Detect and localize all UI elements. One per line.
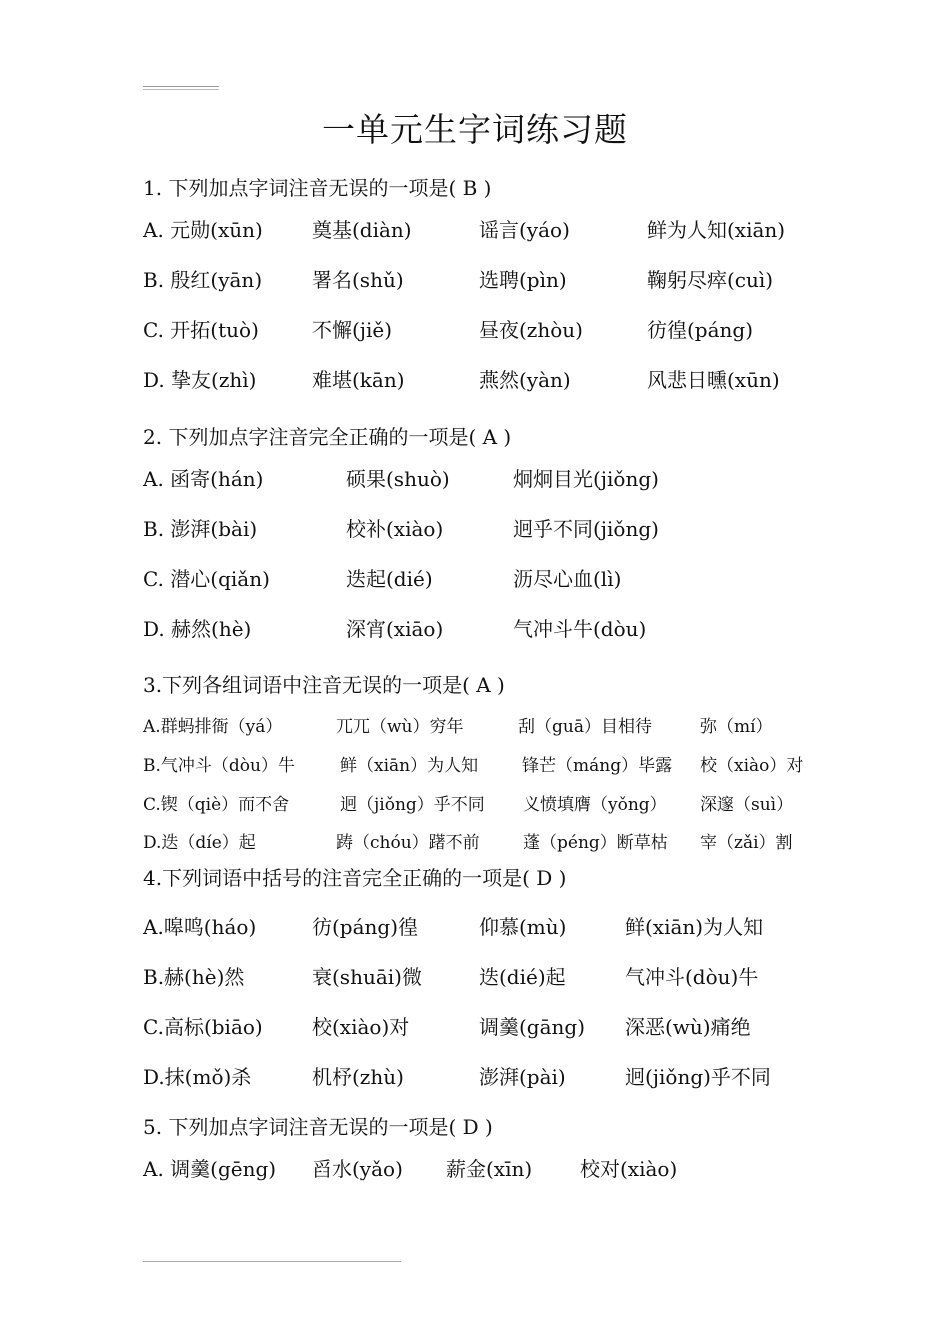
page-title: 一单元生字词练习题 [322,110,628,149]
question-3-stem: 3.下列各组词语中注音无误的一项是( A ) [143,673,505,697]
option-cell: 迥乎不同(jiǒng) [513,517,659,541]
question-5-stem: 5. 下列加点字词注音无误的一项是( D ) [143,1115,493,1139]
option-cell: 迥（jiǒng）乎不同 [340,795,485,815]
option-cell: C. 潜心(qiǎn) [143,567,270,591]
option-cell: 鲜（xiān）为人知 [340,756,479,776]
option-cell: B.气冲斗（dòu）牛 [143,756,295,776]
option-cell: 燕然(yàn) [479,368,571,392]
option-cell: 鞠躬尽瘁(cuì) [647,268,774,292]
option-cell: 硕果(shuò) [346,467,450,491]
option-cell: 深邃（suì） [700,795,794,815]
option-cell: 蓬（péng）断草枯 [523,833,668,853]
option-cell: 舀水(yǎo) [312,1157,403,1181]
option-cell: D.抹(mǒ)杀 [143,1065,252,1089]
option-cell: 谣言(yáo) [479,218,570,242]
option-cell: 校补(xiào) [346,517,444,541]
option-cell: 义愤填膺（yǒng） [523,795,667,815]
option-cell: 深恶(wù)痛绝 [625,1015,751,1039]
option-cell: 校对(xiào) [580,1157,678,1181]
option-cell: C.锲（qiè）而不舍 [143,795,290,815]
option-cell: 迥(jiǒng)乎不同 [625,1065,771,1089]
option-cell: B. 殷红(yān) [143,268,263,292]
option-cell: A. 元勋(xūn) [143,218,263,242]
option-cell: 迭(dié)起 [479,965,566,989]
option-cell: 弥（mí） [700,717,773,737]
option-cell: 澎湃(pài) [479,1065,566,1089]
option-cell: A.群蚂排衙（yá） [143,717,283,737]
option-cell: A. 函寄(hán) [143,467,264,491]
header-rule-2 [143,89,219,90]
question-1-stem: 1. 下列加点字词注音无误的一项是( B ) [143,176,492,200]
option-cell: 气冲斗牛(dòu) [513,617,647,641]
option-cell: 机杼(zhù) [312,1065,404,1089]
option-cell: 迭起(dié) [346,567,433,591]
option-cell: D. 挚友(zhì) [143,368,257,392]
option-cell: 署名(shǔ) [312,268,404,292]
option-cell: 衰(shuāi)微 [312,965,422,989]
option-cell: 踌（chóu）躇不前 [336,833,480,853]
question-2-stem: 2. 下列加点字注音完全正确的一项是( A ) [143,425,512,449]
option-cell: A.嗥鸣(háo) [143,915,257,939]
option-cell: 兀兀（wù）穷年 [336,717,464,737]
option-cell: 鲜为人知(xiān) [647,218,786,242]
option-cell: 选聘(pìn) [479,268,567,292]
option-cell: 宰（zǎi）割 [700,833,793,853]
option-cell: 刮（guā）目相待 [518,717,652,737]
option-cell: B. 澎湃(bài) [143,517,258,541]
header-rule [143,86,219,87]
option-cell: 深宵(xiāo) [346,617,444,641]
option-cell: 不懈(jiě) [312,318,393,342]
option-cell: 校（xiào）对 [700,756,804,776]
option-cell: 昼夜(zhòu) [479,318,583,342]
option-cell: 炯炯目光(jiǒng) [513,467,659,491]
footer-rule [143,1261,401,1262]
option-cell: 鲜(xiān)为人知 [625,915,764,939]
option-cell: 彷徨(páng) [647,318,754,342]
option-cell: A. 调羹(gēng) [143,1157,277,1181]
option-cell: 调羹(gāng) [479,1015,586,1039]
question-4-stem: 4.下列词语中括号的注音完全正确的一项是( D ) [143,866,567,890]
option-cell: 锋芒（máng）毕露 [522,756,673,776]
option-cell: C. 开拓(tuò) [143,318,259,342]
option-cell: 气冲斗(dòu)牛 [625,965,759,989]
option-cell: 仰慕(mù) [479,915,567,939]
option-cell: C.高标(biāo) [143,1015,263,1039]
option-cell: 风悲日曛(xūn) [647,368,780,392]
option-cell: B.赫(hè)然 [143,965,245,989]
option-cell: 奠基(diàn) [312,218,412,242]
option-cell: 校(xiào)对 [312,1015,410,1039]
option-cell: 彷(páng)徨 [312,915,419,939]
option-cell: 难堪(kān) [312,368,405,392]
option-cell: D.迭（díe）起 [143,833,256,853]
option-cell: 沥尽心血(lì) [513,567,622,591]
option-cell: D. 赫然(hè) [143,617,252,641]
option-cell: 薪金(xīn) [446,1157,533,1181]
